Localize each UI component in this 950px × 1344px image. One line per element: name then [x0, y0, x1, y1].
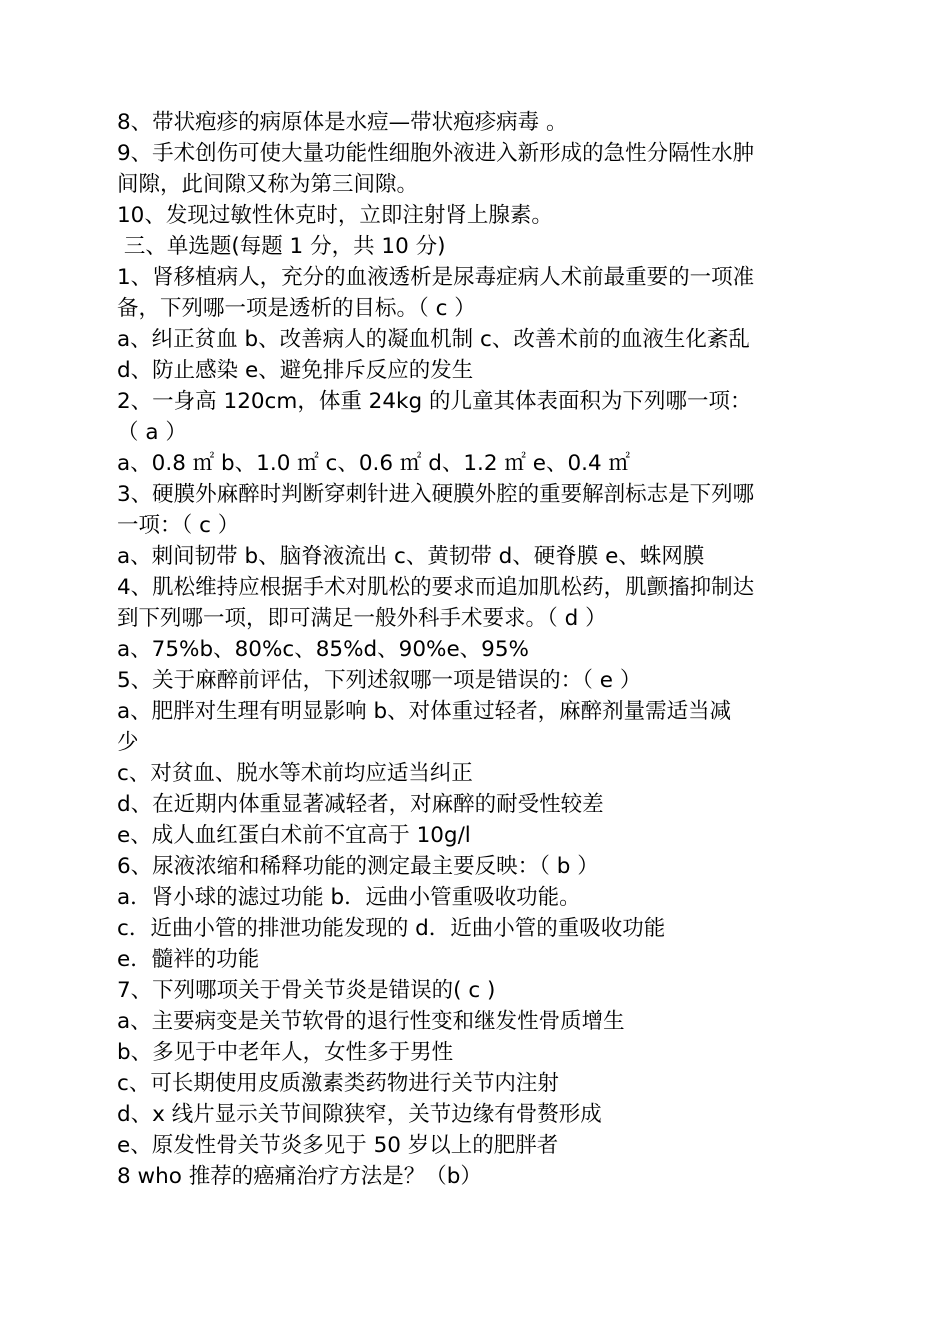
text-line-20: a、肥胖对生理有明显影响 b、对体重过轻者，麻醉剂量需适当减 [117, 699, 732, 724]
text-line-35: 8 who 推荐的癌痛治疗方法是？（b） [117, 1164, 482, 1189]
text-line-21: 少 [117, 730, 139, 755]
text-line-2: 9、手术创伤可使大量功能性细胞外液进入新形成的急性分隔性水肿 [117, 141, 755, 166]
text-line-31: b、多见于中老年人，女性多于男性 [117, 1040, 454, 1065]
text-line-27: c．近曲小管的排泄功能发现的 d．近曲小管的重吸收功能 [117, 916, 666, 941]
text-line-7: 备，下列哪一项是透析的目标。（ c ） [117, 296, 476, 321]
document-page [117, 107, 837, 1192]
text-line-25: 6、尿液浓缩和稀释功能的测定最主要反映：（ b ） [117, 854, 599, 879]
text-line-4: 10、发现过敏性休克时，立即注射肾上腺素。 [117, 203, 553, 228]
text-line-32: c、可长期使用皮质激素类药物进行关节内注射 [117, 1071, 559, 1096]
section-heading: 三、单选题(每题 1 分，共 10 分) [117, 234, 446, 259]
text-line-18: a、75%b、80%c、85%d、90%e、95% [117, 637, 529, 662]
text-line-10: 2、一身高 120cm，体重 24kg 的儿童其体表面积为下列哪一项： [117, 389, 752, 414]
text-line-28: e．髓袢的功能 [117, 947, 260, 972]
text-line-19: 5、关于麻醉前评估，下列述叙哪一项是错误的：（ e ） [117, 668, 642, 693]
text-line-8: a、纠正贫血 b、改善病人的凝血机制 c、改善术前的血液生化紊乱 [117, 327, 750, 352]
text-line-1: 8、带状疱疹的病原体是水痘—带状疱疹病毒 。 [117, 110, 568, 135]
text-line-14: 一项：（ c ） [117, 513, 240, 538]
text-line-3: 间隙，此间隙又称为第三间隙。 [117, 172, 419, 197]
text-line-33: d、x 线片显示关节间隙狭窄，关节边缘有骨赘形成 [117, 1102, 602, 1127]
text-line-30: a、主要病变是关节软骨的退行性变和继发性骨质增生 [117, 1009, 625, 1034]
text-line-6: 1、肾移植病人，充分的血液透析是尿毒症病人术前最重要的一项准 [117, 265, 755, 290]
text-line-24: e、成人血红蛋白术前不宜高于 10g/l [117, 823, 471, 848]
text-line-13: 3、硬膜外麻醉时判断穿刺针进入硬膜外腔的重要解剖标志是下列哪 [117, 482, 755, 507]
text-line-23: d、在近期内体重显著减轻者，对麻醉的耐受性较差 [117, 792, 604, 817]
text-line-29: 7、下列哪项关于骨关节炎是错误的( c ) [117, 978, 496, 1003]
text-line-22: c、对贫血、脱水等术前均应适当纠正 [117, 761, 473, 786]
text-line-17: 到下列哪一项，即可满足一般外科手术要求。（ d ） [117, 606, 607, 631]
text-line-26: a．肾小球的滤过功能 b．远曲小管重吸收功能。 [117, 885, 581, 910]
text-line-11: （ a ） [117, 420, 187, 445]
text-line-34: e、原发性骨关节炎多见于 50 岁以上的肥胖者 [117, 1133, 559, 1158]
text-line-15: a、刺间韧带 b、脑脊液流出 c、黄韧带 d、硬脊膜 e、蛛网膜 [117, 544, 705, 569]
text-line-16: 4、肌松维持应根据手术对肌松的要求而追加肌松药，肌颤搐抑制达 [117, 575, 755, 600]
text-line-9: d、防止感染 e、避免排斥反应的发生 [117, 358, 474, 383]
text-line-12: a、0.8 ㎡ b、1.0 ㎡ c、0.6 ㎡ d、1.2 ㎡ e、0.4 ㎡ [117, 451, 630, 476]
